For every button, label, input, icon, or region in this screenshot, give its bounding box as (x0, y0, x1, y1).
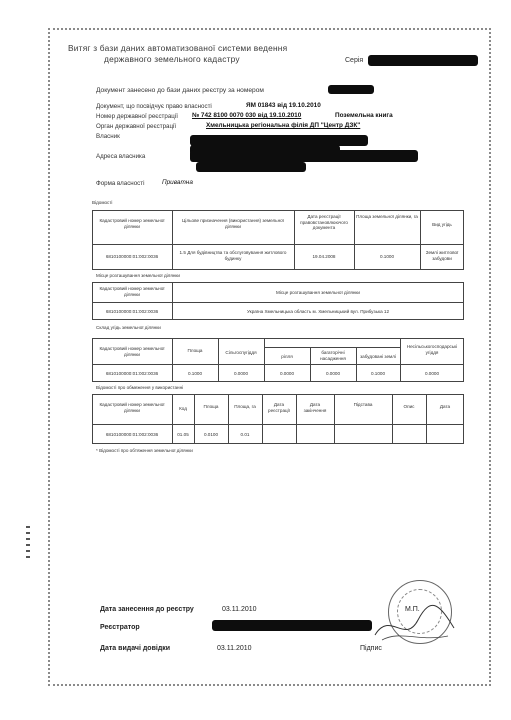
table-header: Опис (403, 404, 415, 409)
table-cell: 0.0100 (203, 432, 219, 437)
redacted-address-2 (196, 162, 306, 172)
table-header: Площа (187, 348, 203, 353)
registrar-label: Реєстратор (100, 624, 140, 631)
table-cell: 0.0000 (279, 371, 295, 376)
table-divider (172, 394, 173, 444)
redacted-address (190, 150, 418, 162)
table-header: Сільгоспугіддя (225, 350, 257, 355)
table-divider (172, 210, 173, 270)
table-header: багаторічні насадження (320, 350, 346, 361)
owner-label: Власник (96, 133, 120, 140)
signature-label: Підпис (360, 645, 382, 652)
section-location: Місце розташування земельної ділянки (96, 273, 180, 278)
registry-label: Номер державної реєстрації (96, 113, 178, 120)
table-header: Дата закінчення (303, 402, 327, 413)
reg-body-value: Хмельницька регіональна філія ДП "Центр ДЗК" (206, 122, 361, 129)
table-divider (392, 394, 393, 444)
binding-mark (26, 556, 30, 558)
table-cell: 6810100000:01:002:0036 (105, 254, 159, 259)
series-label: Серія (345, 57, 364, 64)
table-header: забудовані землі (360, 354, 396, 359)
table-divider (194, 394, 195, 444)
address-label: Адреса власника (96, 153, 146, 160)
table-divider (264, 338, 265, 382)
table-divider (92, 364, 464, 365)
issue-date-value: 03.11.2010 (217, 645, 252, 652)
table-divider (262, 394, 263, 444)
table-divider (296, 394, 297, 444)
entry-date-label: Дата занесення до реєстру (100, 606, 194, 613)
table-header: Площа (203, 404, 219, 409)
table-divider (334, 394, 335, 444)
ownership-form-value: Приватна (162, 179, 193, 186)
table-divider (356, 347, 357, 382)
table-divider (400, 338, 401, 382)
reg-body-label: Орган державної реєстрації (96, 123, 177, 130)
table-header: Кадастровий номер земельної ділянки (99, 402, 165, 413)
table-header: Площа, га (234, 404, 256, 409)
table-header: Цільове призначення (використання) земельної ділянки (182, 218, 284, 229)
binding-mark (26, 538, 30, 540)
table-header: Вид угідь (432, 222, 452, 227)
table-header: Підстава (353, 402, 373, 407)
table-cell: 0.01 (240, 432, 250, 437)
redacted-number (328, 85, 374, 94)
table-divider (310, 347, 311, 382)
table-header: Дата (439, 404, 451, 409)
table-cell: 0.0000 (325, 371, 341, 376)
table-cell: 1.5 Для будівництва та обслуговування житлового будинку (179, 250, 287, 261)
table-header: Несільськогосподарські угіддя (406, 344, 458, 355)
table-divider (172, 282, 173, 320)
table-header: Кадастровий номер земельної ділянки (99, 346, 165, 357)
table-header: Дата реєстрації правовстановлюючого документа (300, 214, 348, 231)
table-divider (420, 210, 421, 270)
table-header: Площа земельної ділянки, га (356, 214, 418, 219)
table-cell: 0.0000 (424, 371, 440, 376)
table-header: рілля (281, 354, 293, 359)
binding-mark (26, 532, 30, 534)
table-cell: 0.0000 (233, 371, 249, 376)
table-cell: Землі житлової забудови (425, 250, 459, 261)
entry-date-value: 03.11.2010 (222, 606, 257, 613)
table-header: Код (179, 406, 187, 411)
ownership-form-label: Форма власності (96, 180, 145, 187)
issue-date-label: Дата видачі довідки (100, 645, 171, 652)
table-divider (354, 210, 355, 270)
table-header: Кадастровий номер земельної ділянки (99, 218, 165, 229)
table-divider (218, 338, 219, 382)
table-divider (294, 210, 295, 270)
table-header: Місце розташування земельної ділянки (276, 290, 360, 295)
entered-line: Документ занесено до бази даних реєстру за номером (96, 87, 264, 94)
binding-mark (26, 526, 30, 528)
table-cell: Україна Хмельницька область м. Хмельницький вул. Прибузька 12 (246, 309, 390, 314)
title-doc-value: ЯМ 01843 від 19.10.2010 (246, 102, 321, 109)
table-cell: 0.1000 (370, 371, 386, 376)
table-cell: 6810100000:01:002:0036 (105, 371, 159, 376)
table-divider (228, 394, 229, 444)
redacted-registrar (212, 620, 372, 631)
table-divider (92, 424, 464, 425)
header-line-2: державного земельного кадастру (104, 54, 240, 64)
binding-mark (26, 550, 30, 552)
table-cell: 0.1000 (379, 254, 395, 259)
table-cell: 01.05 (177, 432, 189, 437)
table-cell: 6810100000:01:002:0036 (105, 432, 159, 437)
table-cell: 6810100000:01:002:0036 (105, 309, 159, 314)
section-parcel: Відомості (92, 200, 113, 205)
header-line-1: Витяг з бази даних автоматизованої системи ведення (68, 43, 288, 53)
table-header: Кадастровий номер земельної ділянки (99, 286, 165, 297)
footnote: * Відомості про обтяження земельної ділянки (96, 448, 193, 453)
section-composition: Склад угідь земельної ділянки (96, 325, 161, 330)
table-cell: 0.1000 (187, 371, 203, 376)
table-cell: 19.04.2008 (312, 254, 336, 259)
table-divider (426, 394, 427, 444)
binding-mark (26, 544, 30, 546)
stamp-mark: М.П. (405, 606, 420, 613)
table-divider (172, 338, 173, 382)
table-header: Дата реєстрації (268, 402, 290, 413)
section-restrictions: Відомості про обмеження у використанні (96, 385, 184, 390)
table-divider (92, 244, 464, 245)
signature-scribble (370, 600, 460, 650)
redacted-series (368, 55, 478, 66)
registry-suffix: Поземельна книга (335, 112, 393, 119)
table-divider (264, 347, 400, 348)
registry-value: № 742 8100 0070 030 від 19.10.2010 (192, 112, 302, 119)
table-divider (92, 302, 464, 303)
title-doc-label: Документ, що посвідчує право власності (96, 103, 212, 110)
